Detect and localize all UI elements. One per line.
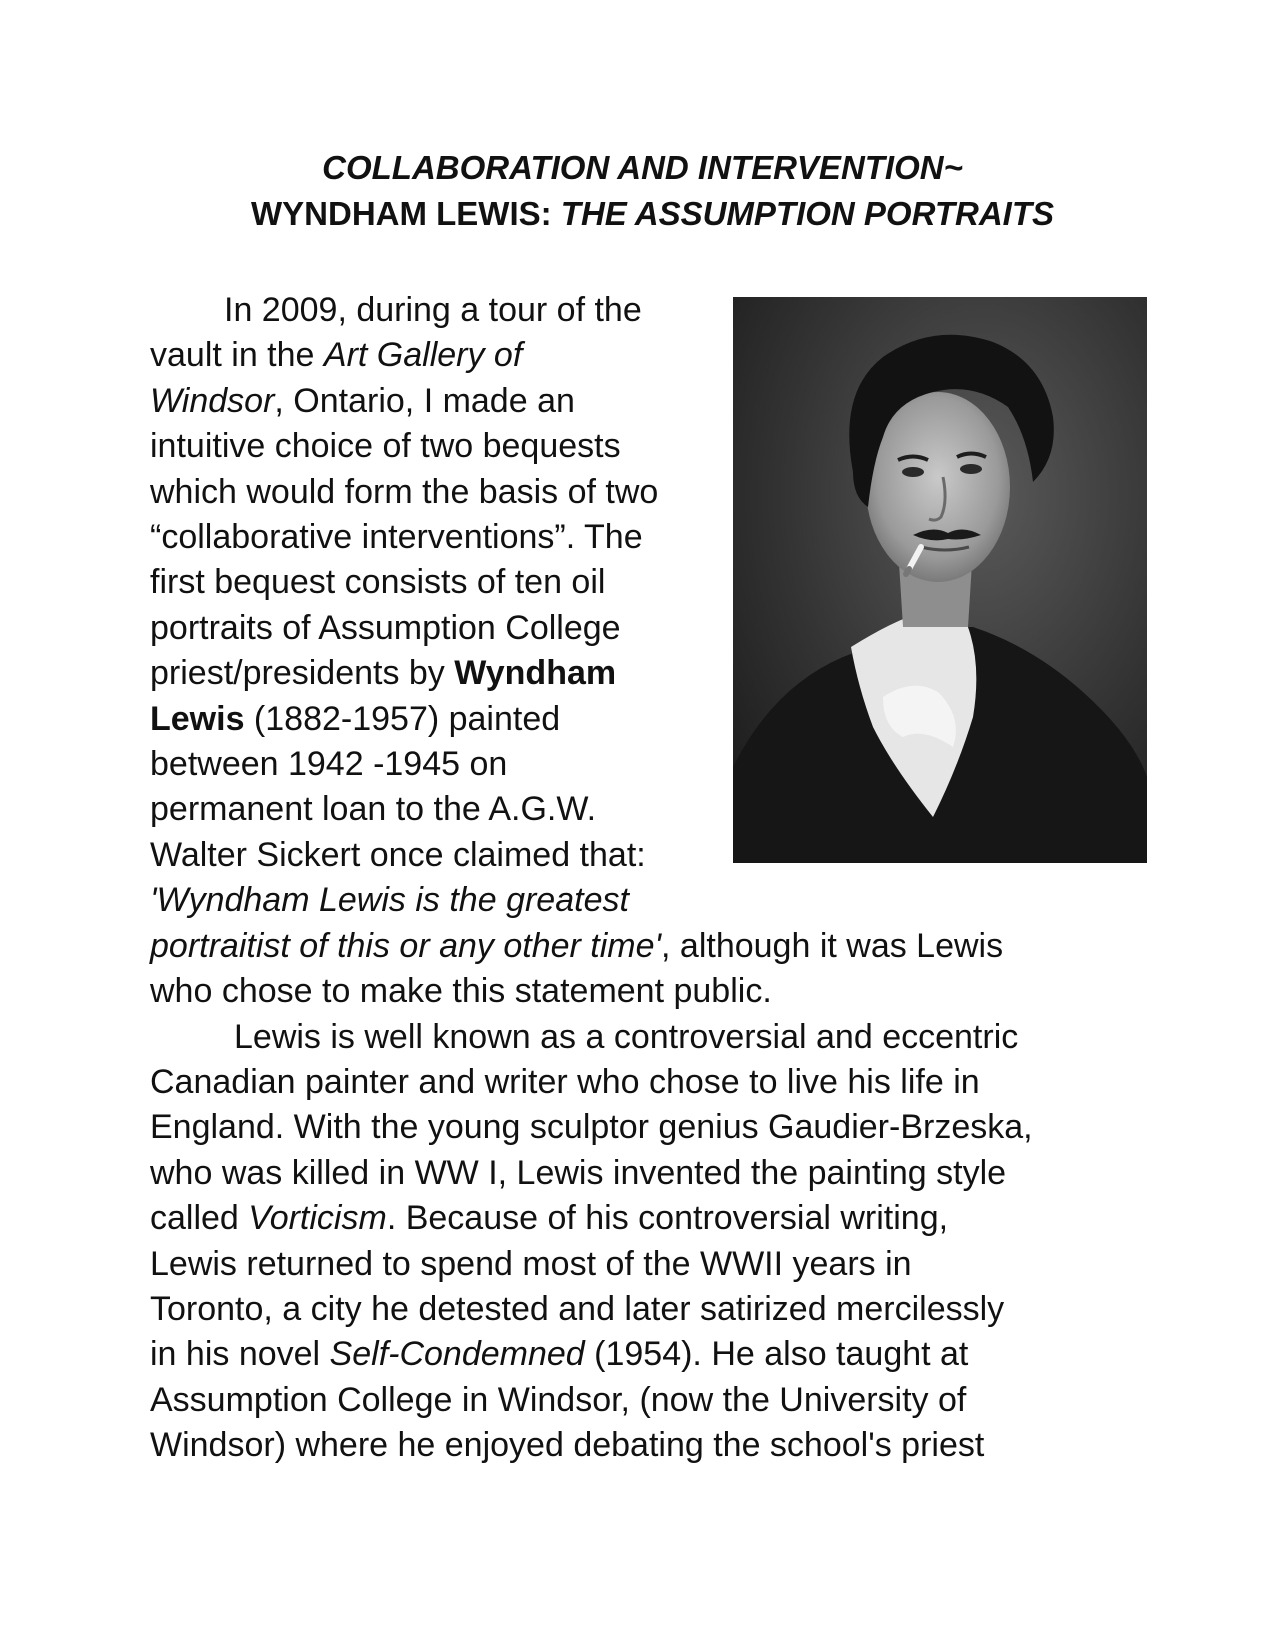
p1-line-1: In 2009, during a tour of the xyxy=(224,291,642,329)
sickert-quote-line-1: 'Wyndham Lewis is the greatest xyxy=(150,881,629,920)
p2-line-10: Windsor) where he enjoyed debating the school's priest xyxy=(150,1426,985,1465)
p1-line-12: permanent loan to the A.G.W. xyxy=(150,790,597,829)
gallery-name: Art Gallery of xyxy=(323,336,523,375)
p1-line-9-a: priest/presidents by xyxy=(150,654,455,693)
sickert-quote-line-2: portraitist of this or any other time' xyxy=(150,926,662,965)
vorticism-term: Vorticism xyxy=(248,1199,387,1238)
p2-line-8 xyxy=(150,1332,1150,1377)
p2-line-9: Assumption College in Windsor, (now the University of xyxy=(150,1380,967,1419)
p1-line-16: who chose to make this statement public. xyxy=(150,972,772,1011)
p1-line-15-b: , although it was Lewis xyxy=(661,926,1004,965)
p1-line-13: Walter Sickert once claimed that: xyxy=(150,835,646,874)
p2-line-8-a: in his novel xyxy=(150,1335,330,1374)
p1-line-3-b: , Ontario, I made an xyxy=(274,381,575,420)
p2-line-2: Canadian painter and writer who chose to live his life in xyxy=(150,1062,980,1101)
p2-line-6: Lewis returned to spend most of the WWII years in xyxy=(150,1244,912,1283)
p1-line-5: which would form the basis of two xyxy=(150,472,659,511)
p1-line-3 xyxy=(150,379,1150,424)
p1-line-8: portraits of Assumption College xyxy=(150,608,621,647)
p1-line-2 xyxy=(150,333,1150,378)
p2-line-5 xyxy=(150,1196,1150,1241)
novel-title: Self-Condemned xyxy=(329,1335,585,1374)
p1-line-15 xyxy=(150,924,1150,969)
p2-line-5-c: . Because of his controversial writing, xyxy=(386,1199,949,1238)
p1-line-10-b: (1882-1957) painted xyxy=(244,699,561,738)
body-text xyxy=(150,288,1150,1469)
p1-line-9 xyxy=(150,651,1150,696)
artist-last-name: Lewis xyxy=(150,699,245,738)
p1-line-2-a: vault in the xyxy=(150,336,324,375)
p2-line-8-c: (1954). He also taught at xyxy=(584,1335,969,1374)
title-line-2-italic: THE ASSUMPTION PORTRAITS xyxy=(560,195,1054,232)
title-line-2 xyxy=(0,191,1275,237)
p2-line-3: England. With the young sculptor genius Gaudier-Brzeska, xyxy=(150,1108,1033,1147)
p2-line-7: Toronto, a city he detested and later satirized mercilessly xyxy=(150,1289,1005,1328)
p2-line-4: who was killed in WW I, Lewis invented the painting style xyxy=(150,1153,1007,1192)
p1-line-4: intuitive choice of two bequests xyxy=(150,427,621,466)
gallery-name-city: Windsor xyxy=(150,381,275,420)
p2-line-5-a: called xyxy=(150,1199,249,1238)
title-line-1: COLLABORATION AND INTERVENTION~ xyxy=(322,149,963,186)
document-title xyxy=(0,145,1275,237)
p2-line-1: Lewis is well known as a controversial and eccentric xyxy=(234,1017,1019,1056)
p1-line-11: between 1942 -1945 on xyxy=(150,745,508,784)
p1-line-7: first bequest consists of ten oil xyxy=(150,563,606,602)
p1-line-10 xyxy=(150,697,1150,742)
artist-first-name: Wyndham xyxy=(454,654,617,693)
p1-line-6: “collaborative interventions”. The xyxy=(150,518,643,557)
title-line-2-prefix: WYNDHAM LEWIS: xyxy=(251,195,561,232)
